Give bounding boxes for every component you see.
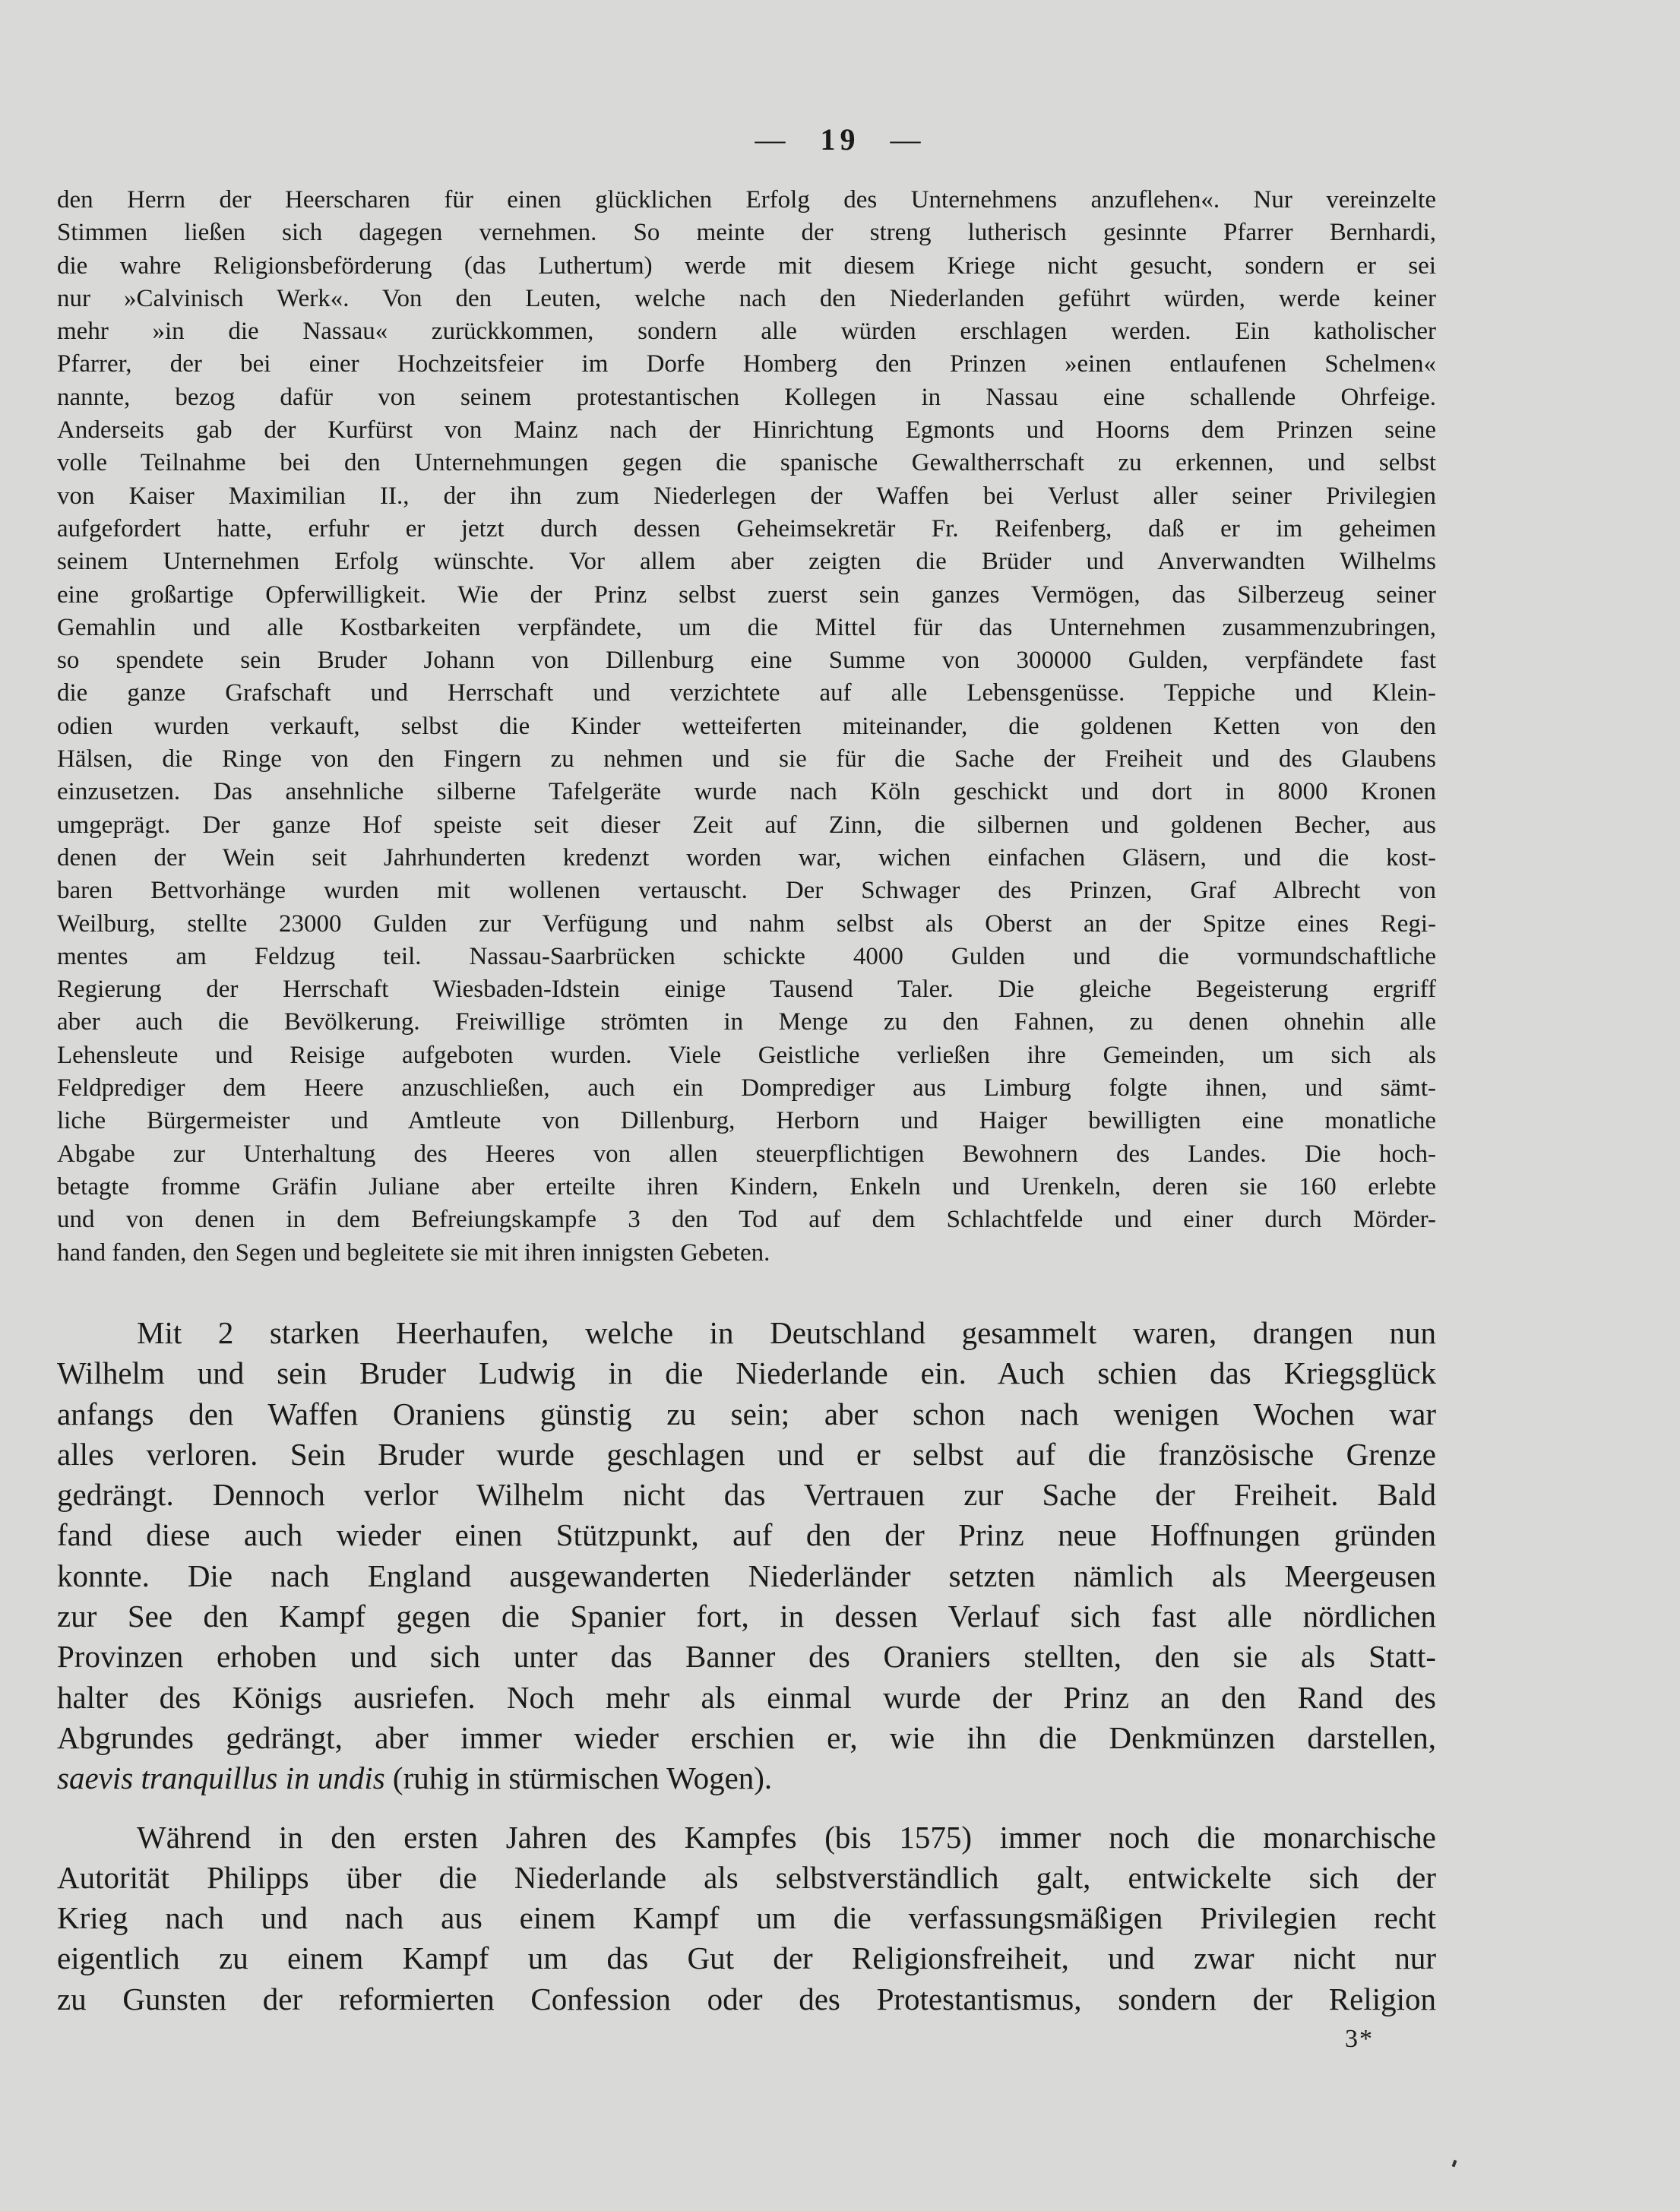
paragraph-wilhelm-campaign xyxy=(57,1313,1436,1758)
paragraph-line: hand fanden, den Segen und begleitete sie mit ihren innigsten Gebeten. xyxy=(57,1238,770,1267)
paragraph-line: Gemahlin und alle Kostbarkeiten verpfändete, um die Mittel für das Unternehmen zusammenzubringen, xyxy=(57,613,1436,641)
paragraph-line: odien wurden verkauft, selbst die Kinder wetteiferten miteinander, die goldenen Ketten von den xyxy=(57,712,1436,740)
paragraph-line: baren Bettvorhänge wurden mit wollenen vertauscht. Der Schwager des Prinzen, Graf Albrecht von xyxy=(57,877,1436,905)
paragraph-line: eine großartige Opferwilligkeit. Wie der Prinz selbst zuerst sein ganzes Vermögen, das Silberzeug seiner xyxy=(57,580,1436,609)
paragraph-small-print xyxy=(57,184,1436,1270)
page-header xyxy=(0,122,1680,157)
paragraph-line: so spendete sein Bruder Johann von Dillenburg eine Summe von 300000 Gulden, verpfändete fast xyxy=(57,647,1436,675)
paragraph-line: nannte, bezog dafür von seinem protestantischen Kollegen in Nassau eine schallende Ohrfeige. xyxy=(57,383,1436,411)
paragraph-line: Abgabe zur Unterhaltung des Heeres von allen steuerpflichtigen Bewohnern des Landes. Die hoch- xyxy=(57,1140,1436,1168)
paragraph-line: denen der Wein seit Jahrhunderten kredenzt worden war, wichen einfachen Gläsern, und die kost- xyxy=(57,843,1436,871)
paragraph-line: Regierung der Herrschaft Wiesbaden-Idstein einige Tausend Taler. Die gleiche Begeisterung ergriff xyxy=(57,976,1436,1004)
paragraph-line: Pfarrer, der bei einer Hochzeitsfeier im Dorfe Homberg den Prinzen »einen entlaufenen Schelmen« xyxy=(57,350,1436,378)
header-dash-right: — xyxy=(890,122,925,157)
paragraph-line: Autorität Philipps über die Niederlande als selbstverständlich galt, entwickelte sich der xyxy=(57,1859,1436,1895)
paragraph-line: Weilburg, stellte 23000 Gulden zur Verfügung und nahm selbst als Oberst an der Spitze eines Regi- xyxy=(57,909,1436,938)
paragraph-line: Wilhelm und sein Bruder Ludwig in die Niederlande ein. Auch schien das Kriegsglück xyxy=(57,1355,1436,1391)
paragraph-line: volle Teilnahme bei den Unternehmungen gegen die spanische Gewaltherrschaft zu erkennen, und selbst xyxy=(57,449,1436,477)
latin-translation: (ruhig in stürmischen Wogen). xyxy=(384,1760,773,1796)
latin-motto: saevis tranquillus in undis xyxy=(57,1760,385,1796)
paragraph-line: Anderseits gab der Kurfürst von Mainz nach der Hinrichtung Egmonts und Hoorns dem Prinzen seine xyxy=(57,416,1436,444)
paragraph-line: von Kaiser Maximilian II., der ihn zum Niederlegen der Waffen bei Verlust aller seiner Privilegien xyxy=(57,482,1436,510)
paragraph-line: betagte fromme Gräfin Juliane aber erteilte ihren Kindern, Enkeln und Urenkeln, deren sie 160 erlebte xyxy=(57,1172,1436,1200)
page-number: 19 xyxy=(820,122,860,157)
paragraph-line: anfangs den Waffen Oraniens günstig zu sein; aber schon nach wenigen Wochen war xyxy=(57,1396,1436,1431)
paragraph-line: den Herrn der Heerscharen für einen glücklichen Erfolg des Unternehmens anzuflehen«. Nur vereinzelte xyxy=(57,186,1436,214)
paragraph-line: mehr »in die Nassau« zurückkommen, sondern alle würden erschlagen werden. Ein katholischer xyxy=(57,318,1436,346)
paragraph-religious-freedom xyxy=(57,1817,1436,2020)
paragraph-line: Stimmen ließen sich dagegen vernehmen. So meinte der streng lutherisch gesinnte Pfarrer Bernhardi, xyxy=(57,219,1436,247)
paragraph-line: seinem Unternehmen Erfolg wünschte. Vor allem aber zeigten die Brüder und Anverwandten Wilhelms xyxy=(57,548,1436,576)
paragraph-line: Hälsen, die Ringe von den Fingern zu nehmen und sie für die Sache der Freiheit und des Glaubens xyxy=(57,745,1436,773)
paragraph-line: konnte. Die nach England ausgewanderten Niederländer setzten nämlich als Meergeusen xyxy=(57,1558,1436,1593)
paragraph-line: Lehensleute und Reisige aufgeboten wurden. Viele Geistliche verließen ihre Gemeinden, um sich als xyxy=(57,1041,1436,1069)
paragraph-line: Während in den ersten Jahren des Kampfes (bis 1575) immer noch die monarchische xyxy=(137,1819,1436,1855)
header-dash-left: — xyxy=(755,122,790,157)
paragraph-line: alles verloren. Sein Bruder wurde geschlagen und er selbst auf die französische Grenze xyxy=(57,1436,1436,1472)
main-text xyxy=(57,1313,1436,2020)
paragraph-line: zur See den Kampf gegen die Spanier fort, in dessen Verlauf sich fast alle nördlichen xyxy=(57,1599,1436,1634)
paragraph-line: liche Bürgermeister und Amtleute von Dillenburg, Herborn und Haiger bewilligten eine monatliche xyxy=(57,1107,1436,1135)
paragraph-line: aufgefordert hatte, erfuhr er jetzt durch dessen Geheimsekretär Fr. Reifenberg, daß er im geheimen xyxy=(57,514,1436,542)
paragraph-line: nur »Calvinisch Werk«. Von den Leuten, welche nach den Niederlanden geführt würden, werde keiner xyxy=(57,284,1436,312)
paragraph-line: die ganze Grafschaft und Herrschaft und verzichtete auf alle Lebensgenüsse. Teppiche und Klein- xyxy=(57,679,1436,707)
paragraph-line: zu Gunsten der reformierten Confession oder des Protestantismus, sondern der Religion xyxy=(57,1981,1436,2016)
paragraph-line: Feldprediger dem Heere anzuschließen, auch ein Domprediger aus Limburg folgte ihnen, und sämt- xyxy=(57,1074,1436,1102)
paragraph-line: fand diese auch wieder einen Stützpunkt, auf den der Prinz neue Hoffnungen gründen xyxy=(57,1517,1436,1553)
paragraph-line: umgeprägt. Der ganze Hof speiste seit dieser Zeit auf Zinn, die silbernen und goldenen Becher, aus xyxy=(57,811,1436,839)
ink-speck xyxy=(1452,2160,1457,2168)
paragraph-line: Abgrundes gedrängt, aber immer wieder erschien er, wie ihn die Denkmünzen darstellen, xyxy=(57,1719,1436,1755)
paragraph-line: und von denen in dem Befreiungskampfe 3 den Tod auf dem Schlachtfelde und einer durch Mörder- xyxy=(57,1206,1436,1234)
paragraph-line: einzusetzen. Das ansehnliche silberne Tafelgeräte wurde nach Köln geschickt und dort in 8000 Kronen xyxy=(57,778,1436,806)
paragraph-line: Provinzen erhoben und sich unter das Banner des Oraniers stellten, den sie als Statt- xyxy=(57,1639,1436,1675)
paragraph-line: aber auch die Bevölkerung. Freiwillige strömten in Menge zu den Fahnen, zu denen ohnehin alle xyxy=(57,1008,1436,1036)
paragraph-line: mentes am Feldzug teil. Nassau-Saarbrücken schickte 4000 Gulden und die vormundschaftliche xyxy=(57,942,1436,970)
paragraph-line: die wahre Religionsbeförderung (das Luthertum) werde mit diesem Kriege nicht gesucht, sondern er sei xyxy=(57,251,1436,280)
paragraph-line xyxy=(57,1758,1436,1798)
paragraph-line: Mit 2 starken Heerhaufen, welche in Deutschland gesammelt waren, drangen nun xyxy=(137,1315,1436,1350)
paragraph-line: eigentlich zu einem Kampf um das Gut der Religionsfreiheit, und zwar nicht nur xyxy=(57,1941,1436,1976)
signature-mark: 3* xyxy=(1345,2025,1374,2053)
paragraph-line: halter des Königs ausriefen. Noch mehr als einmal wurde der Prinz an den Rand des xyxy=(57,1679,1436,1715)
paragraph-line: Krieg nach und nach aus einem Kampf um die verfassungsmäßigen Privilegien recht xyxy=(57,1900,1436,1936)
paragraph-line: gedrängt. Dennoch verlor Wilhelm nicht das Vertrauen zur Sache der Freiheit. Bald xyxy=(57,1477,1436,1513)
